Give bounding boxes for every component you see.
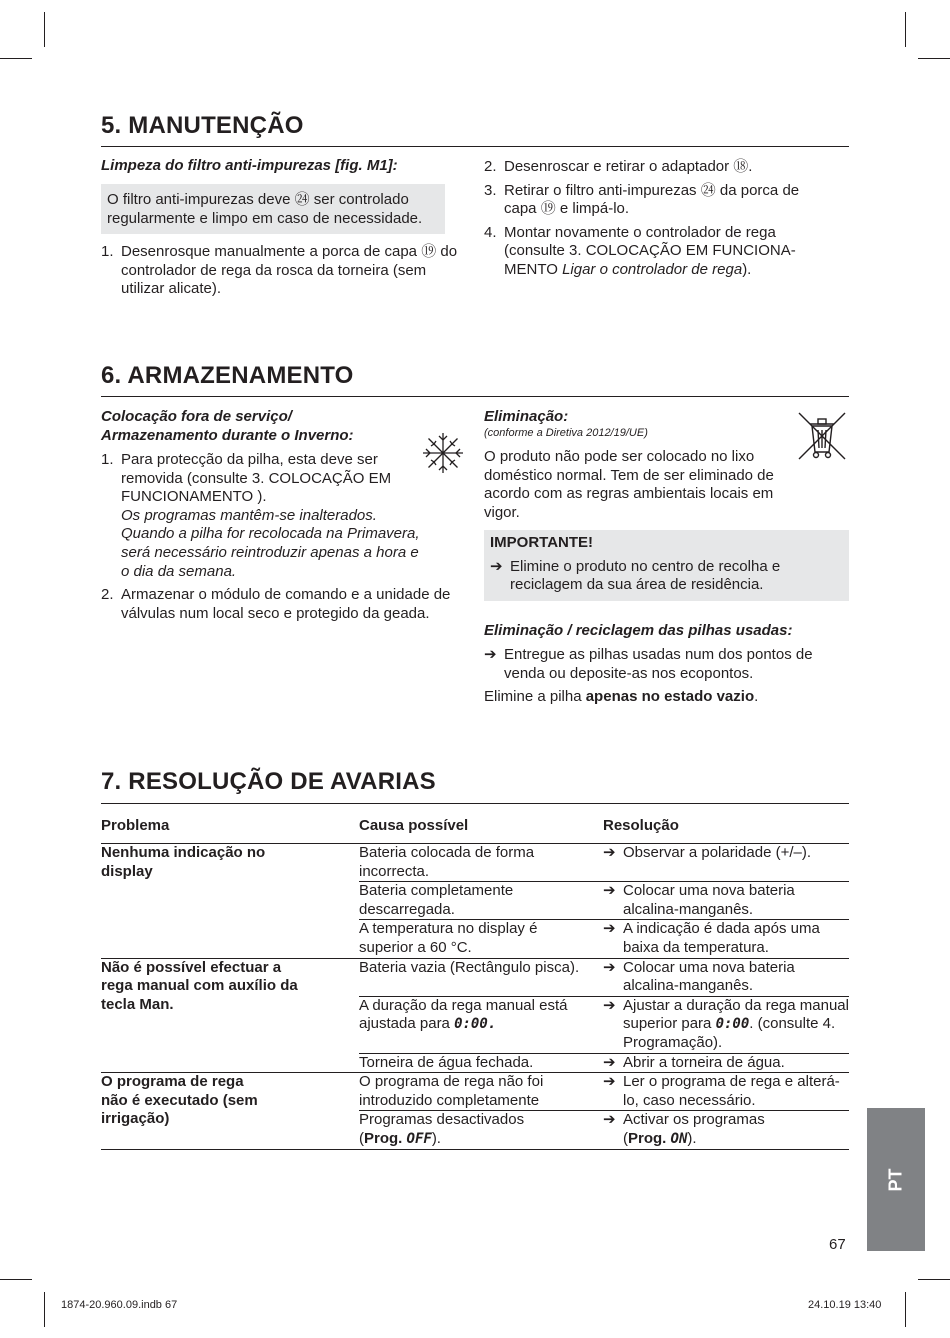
pilhas-note: Elimine a pilha apenas no estado vazio. [484,688,759,705]
manutencao-steps-right [484,158,824,285]
crop-mark [905,12,906,47]
lcd-value: OFF [406,1130,432,1147]
crop-mark [0,58,32,59]
solution-cell: ➔ Activar os programas (Prog. ON). [603,1111,849,1149]
table-header: Causa possível [359,815,603,844]
section-title-manutencao: 5. MANUTENÇÃO [101,112,304,139]
solution-cell: ➔ Colocar uma nova bateria alcalina-manganês. [603,882,849,920]
solution-cell: ➔ Ler o programa de rega e alterá-lo, caso necessário. [603,1073,849,1111]
armazenamento-subtitle: Colocação fora de serviço/ Armazenamento durante o Inverno: [101,408,354,444]
troubleshooting-table [101,815,849,1150]
page-number: 67 [829,1236,846,1253]
list-item: ➔ Elimine o produto no centro de recolha e reciclagem da sua área de residência. [490,557,781,594]
cause-cell: Programas desactivados (Prog. OFF). [359,1111,603,1149]
crop-mark [44,1292,45,1327]
crop-mark [0,1279,32,1280]
solution-cell: ➔ A indicação é dada após uma baixa da temperatura. [603,920,849,958]
table-row [101,958,849,996]
pilhas-item: ➔ Entregue as pilhas usadas num dos pontos de venda ou deposite-as nos ecopontos. [484,646,813,682]
snowflake-icon [420,430,466,476]
cause-cell: A temperatura no display é superior a 60 °C. [359,920,603,958]
manutencao-steps-left [101,243,459,304]
solution-cell: ➔ Colocar uma nova bateria alcalina-manganês. [603,958,849,996]
section-rule [101,803,849,804]
table-row [101,844,849,882]
language-tab: PT [867,1108,925,1251]
lcd-value: 0:00 [715,1016,750,1033]
section-rule [101,146,849,147]
cause-cell: Torneira de água fechada. [359,1053,603,1073]
list-item: 1. Para protecção da pilha, esta deve ser removida (consulte 3. COLOCAÇÃO EM FUNCIONAMENTO ). Os programas mantêm-se inalterados. Quando a pilha for recolocada na Primavera, será necessário reintroduzir apenas a hora e o dia da semana. [101,451,420,580]
lcd-value: 0:00. [454,1016,497,1033]
cause-cell: Bateria completamente descarregada. [359,882,603,920]
solution-cell: ➔ Abrir a torneira de água. [603,1053,849,1073]
problem-cell: Não é possível efectuar a rega manual com auxílio da tecla Man. [101,958,359,1073]
list-item: 4. Montar novamente o controlador de rega (consulte 3. COLOCAÇÃO EM FUNCIONAMENTO Ligar o controlador de rega). [484,223,796,278]
crop-mark [918,58,950,59]
section-title-avarias: 7. RESOLUÇÃO DE AVARIAS [101,768,436,795]
eliminacao-title: Eliminação: [484,408,569,425]
table-header: Problema [101,815,359,844]
crop-mark [905,1292,906,1327]
section-rule [101,396,849,397]
table-row [101,1073,849,1111]
list-item: 1. Desenrosque manualmente a porca de capa ⑲ do controlador de rega da rosca da torneira (sem utilizar alicate). [101,243,458,298]
list-item: 2. Armazenar o módulo de comando e a unidade de válvulas num local seco e protegido da geada. [101,586,451,622]
armazenamento-steps [101,451,451,623]
crop-mark [44,12,45,47]
eliminacao-text: O produto não pode ser colocado no lixo doméstico normal. Tem de ser eliminado de acordo com as regras ambientais locais em vigor. [484,448,774,521]
list-item: 2. Desenroscar e retirar o adaptador ⑱. [484,158,753,175]
crop-mark [918,1279,950,1280]
table-header-row [101,815,849,844]
cause-cell: A duração da rega manual está ajustada para 0:00. [359,996,603,1053]
solution-cell: ➔ Ajustar a duração da rega manual superior para 0:00. (consulte 4. Programação). [603,996,849,1053]
lcd-value: ON [670,1130,688,1147]
table-header: Resolução [603,815,849,844]
pilhas-title: Eliminação / reciclagem das pilhas usadas: [484,622,793,639]
cause-cell: Bateria vazia (Rectângulo pisca). [359,958,603,996]
list-item: 3. Retirar o filtro anti-impurezas ㉔ da porca de capa ⑲ e limpá-lo. [484,181,800,218]
manutencao-subtitle: Limpeza do filtro anti-impurezas [fig. M1]: [101,157,398,174]
manutencao-note: O filtro anti-impurezas deve ㉔ ser controlado regularmente e limpo em caso de necessidade. [107,191,423,227]
importante-title: IMPORTANTE! [490,534,594,551]
problem-cell: Nenhuma indicação no display [101,844,359,959]
section-title-armazenamento: 6. ARMAZENAMENTO [101,362,354,389]
problem-cell: O programa de rega não é executado (sem irrigação) [101,1073,359,1149]
eliminacao-ref: (conforme a Diretiva 2012/19/UE) [484,427,648,439]
footer-right: 24.10.19 13:40 [808,1299,882,1311]
manutencao-note-box [101,184,445,234]
crossed-bin-icon [796,410,848,462]
footer-left: 1874-20.960.09.indb 67 [61,1299,178,1311]
solution-cell: ➔ Observar a polaridade (+/–). [603,844,849,882]
importante-box [484,530,849,601]
cause-cell: Bateria colocada de forma incorrecta. [359,844,603,882]
cause-cell: O programa de rega não foi introduzido completamente [359,1073,603,1111]
